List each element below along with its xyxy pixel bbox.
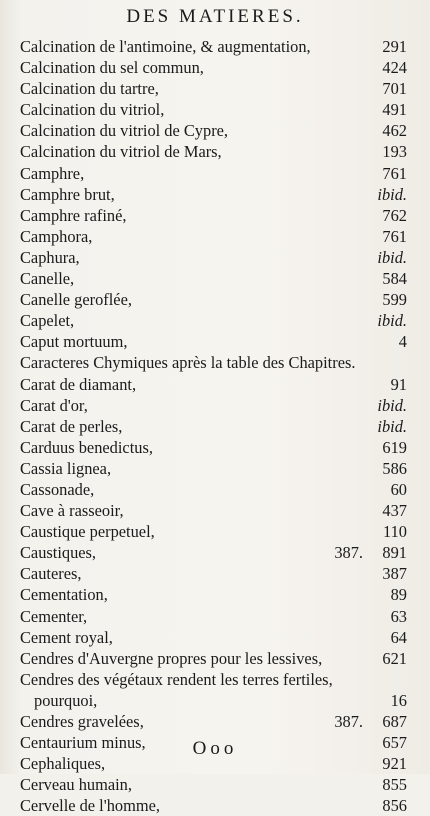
entry-page: ibid. bbox=[377, 416, 407, 436]
entry-page: 4 bbox=[398, 332, 407, 352]
entry-label: Cementer, bbox=[20, 606, 88, 626]
entry-label: Cendres des végétaux rendent les terres fertiles, bbox=[20, 669, 333, 689]
entry-page: 437 bbox=[382, 501, 407, 521]
entry-page-extra: 387. bbox=[334, 543, 363, 563]
index-entry bbox=[20, 247, 407, 268]
entry-label: Cementation, bbox=[20, 585, 108, 605]
index-entry bbox=[20, 289, 407, 310]
entry-page: ibid. bbox=[377, 247, 407, 267]
index-entry bbox=[20, 120, 407, 141]
index-entry bbox=[20, 563, 407, 584]
entry-label: Calcination du vitriol de Cypre, bbox=[20, 121, 229, 141]
entry-page: ibid. bbox=[377, 184, 407, 204]
index-entry bbox=[20, 774, 407, 795]
index-entry bbox=[20, 690, 407, 711]
entry-label: Cauteres, bbox=[20, 564, 82, 584]
index-entry bbox=[20, 36, 407, 57]
entry-page: 891 bbox=[382, 543, 407, 563]
index-entry bbox=[20, 500, 407, 521]
entry-label: Carduus benedictus, bbox=[20, 437, 153, 457]
entry-label: Cervelle de l'homme, bbox=[20, 796, 160, 816]
entry-page: 584 bbox=[382, 269, 407, 289]
index-entry bbox=[20, 352, 407, 373]
entry-label: Caphura, bbox=[20, 247, 80, 267]
index-entry bbox=[20, 416, 407, 437]
index-entry bbox=[20, 141, 407, 162]
entry-label: Canelle geroflée, bbox=[20, 290, 132, 310]
entry-label: Caracteres Chymiques après la table des Chapitres. bbox=[20, 353, 356, 373]
index-entry bbox=[20, 205, 407, 226]
entry-label: Caustiques, bbox=[20, 543, 97, 563]
index-entry bbox=[20, 648, 407, 669]
entry-page: 193 bbox=[382, 142, 407, 162]
index-entry bbox=[20, 226, 407, 247]
entry-page: 110 bbox=[383, 522, 407, 542]
entry-page: 855 bbox=[382, 775, 407, 795]
index-entry bbox=[20, 395, 407, 416]
entry-label: Carat de diamant, bbox=[20, 374, 137, 394]
index-entry bbox=[20, 458, 407, 479]
entry-label: pourquoi, bbox=[34, 690, 98, 710]
index-entry bbox=[20, 374, 407, 395]
entry-label: Calcination du vitriol, bbox=[20, 100, 165, 120]
index-entry bbox=[20, 627, 407, 648]
entry-label: Carat de perles, bbox=[20, 416, 123, 436]
entry-page-extra: 387. bbox=[334, 712, 363, 731]
entry-label: Centaurium minus, bbox=[20, 733, 146, 753]
entry-page: 761 bbox=[382, 163, 407, 183]
entry-label: Cendres d'Auvergne propres pour les lessives, bbox=[20, 648, 323, 668]
index-entry bbox=[20, 795, 407, 816]
entry-page: 387 bbox=[382, 564, 407, 584]
index-entry bbox=[20, 584, 407, 605]
index-entry bbox=[20, 184, 407, 205]
index-entry bbox=[20, 542, 407, 563]
entry-label: Cassonade, bbox=[20, 479, 95, 499]
entry-page: 921 bbox=[382, 754, 407, 774]
entry-page: ibid. bbox=[377, 395, 407, 415]
entry-page: 856 bbox=[382, 796, 407, 816]
entry-page: 16 bbox=[390, 690, 407, 710]
entry-page: 621 bbox=[382, 648, 407, 668]
entry-label: Camphre rafiné, bbox=[20, 205, 127, 225]
entry-page: 701 bbox=[382, 79, 407, 99]
entry-label: Camphre, bbox=[20, 163, 85, 183]
entry-label: Carat d'or, bbox=[20, 395, 88, 415]
index-entry bbox=[20, 99, 407, 120]
entry-page: 291 bbox=[382, 37, 407, 56]
entry-page: 462 bbox=[382, 121, 407, 141]
entry-label: Cephaliques, bbox=[20, 754, 106, 774]
entry-page: 60 bbox=[390, 479, 407, 499]
index-entry bbox=[20, 606, 407, 627]
entry-page: 89 bbox=[390, 585, 407, 605]
entry-label: Camphre brut, bbox=[20, 184, 115, 204]
entry-page: 64 bbox=[390, 627, 407, 647]
entry-page: 599 bbox=[382, 290, 407, 310]
entry-page: 657 bbox=[382, 733, 407, 753]
entry-label: Calcination du sel commun, bbox=[20, 58, 204, 78]
entry-page: 762 bbox=[382, 205, 407, 225]
index-entry bbox=[20, 57, 407, 78]
entry-label: Canelle, bbox=[20, 269, 75, 289]
entry-page: 63 bbox=[390, 606, 407, 626]
entry-label: Calcination du tartre, bbox=[20, 79, 159, 99]
index-entry bbox=[20, 669, 407, 690]
index-entry bbox=[20, 268, 407, 289]
entry-label: Cave à rasseoir, bbox=[20, 501, 124, 521]
index-entry bbox=[20, 78, 407, 99]
index-entry bbox=[20, 479, 407, 500]
entry-label: Cendres gravelées, bbox=[20, 712, 144, 731]
index-entries bbox=[20, 36, 407, 816]
index-entry bbox=[20, 521, 407, 542]
entry-page: 586 bbox=[382, 458, 407, 478]
index-entry bbox=[20, 331, 407, 352]
index-entry bbox=[20, 310, 407, 331]
entry-page: 687 bbox=[382, 712, 407, 731]
entry-label: Caustique perpetuel, bbox=[20, 522, 155, 542]
entry-label: Cerveau humain, bbox=[20, 775, 132, 795]
entry-label: Calcination du vitriol de Mars, bbox=[20, 142, 222, 162]
entry-page: 619 bbox=[382, 437, 407, 457]
index-entry bbox=[20, 711, 407, 732]
signature-mark: Ooo bbox=[192, 738, 238, 759]
entry-label: Cement royal, bbox=[20, 627, 113, 647]
entry-label: Capelet, bbox=[20, 311, 75, 331]
index-entry bbox=[20, 437, 407, 458]
entry-page: 91 bbox=[390, 374, 407, 394]
entry-label: Caput mortuum, bbox=[20, 332, 128, 352]
entry-page: 761 bbox=[382, 226, 407, 246]
index-entry bbox=[20, 163, 407, 184]
entry-label: Cassia lignea, bbox=[20, 458, 112, 478]
entry-label: Camphora, bbox=[20, 226, 93, 246]
entry-page: ibid. bbox=[377, 311, 407, 331]
entry-page: 491 bbox=[382, 100, 407, 120]
page-header: DES MATIERES. bbox=[126, 6, 304, 27]
entry-page: 424 bbox=[382, 58, 407, 78]
entry-label: Calcination de l'antimoine, & augmentation, bbox=[20, 37, 311, 56]
